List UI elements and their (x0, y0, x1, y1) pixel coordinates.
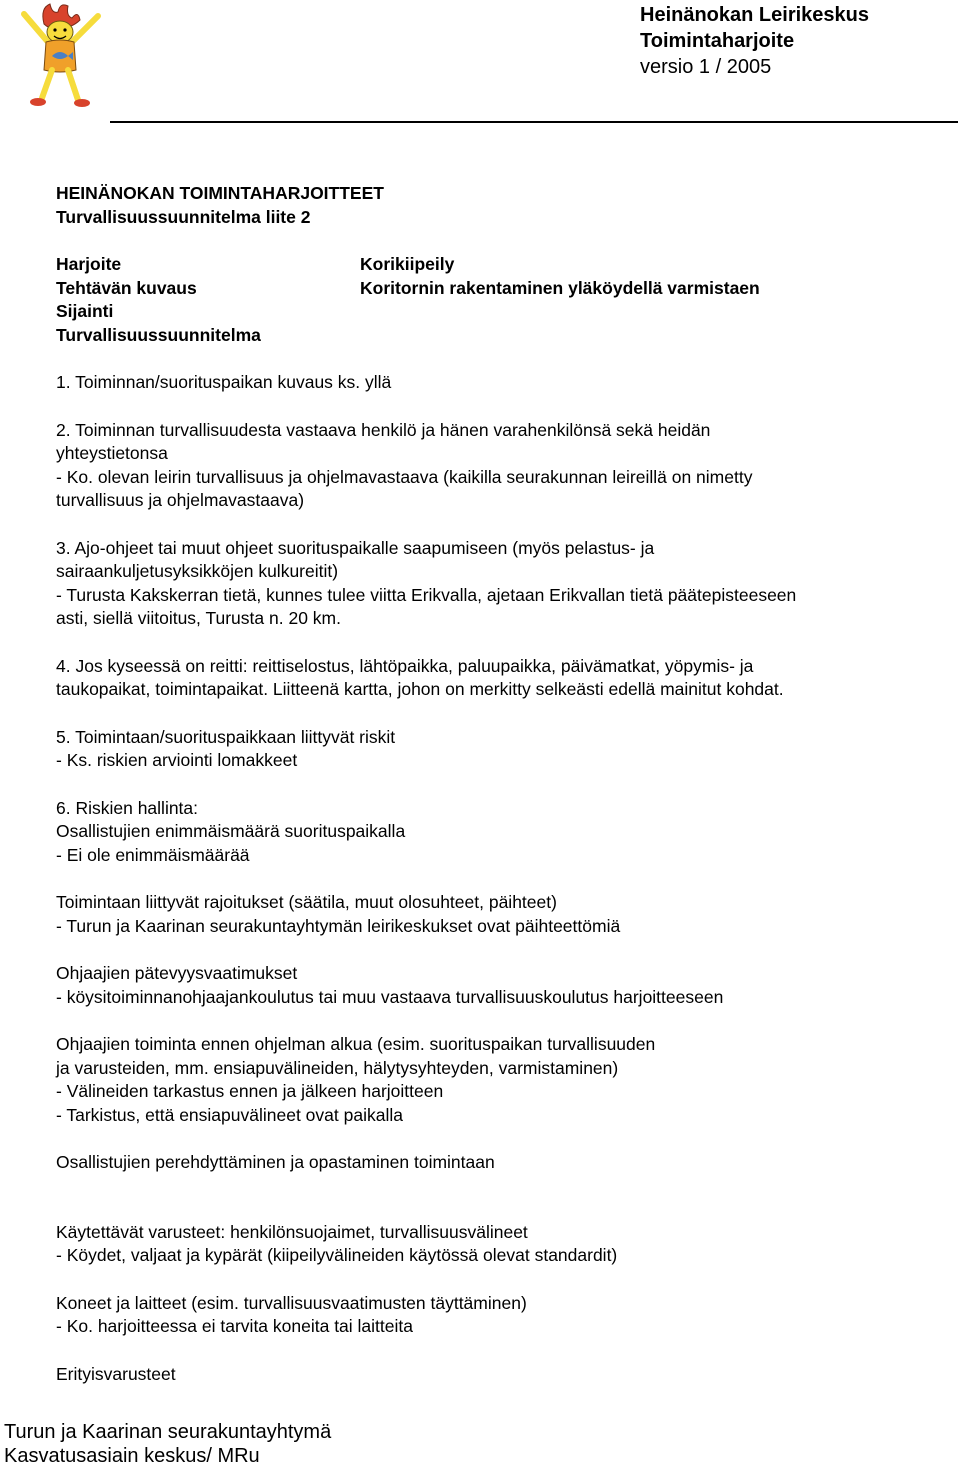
section-6-heading: 6. Riskien hallinta: (56, 797, 199, 818)
qualifications-answer: - köysitoiminnanohjaajankoulutus tai muu vastaava turvallisuuskoulutus harjoitteeseen (56, 986, 724, 1007)
field-row (56, 324, 936, 348)
org-name: Heinänokan Leirikeskus (640, 4, 869, 26)
footer-org: Turun ja Kaarinan seurakuntayhtymä (4, 1421, 332, 1443)
pre-activity-answer-2: - Tarkistus, että ensiapuvälineet ovat paikalla (56, 1104, 403, 1125)
qualifications-label: Ohjaajien pätevyysvaatimukset (56, 963, 298, 983)
pre-activity-label-cont: ja varusteiden, mm. ensiapuvälineiden, hälytysyhteyden, varmistaminen) (56, 1057, 619, 1078)
footer-dept: Kasvatusasiain keskus/ MRu (4, 1445, 260, 1467)
section-3-answer: - Turusta Kakskerran tietä, kunnes tulee viitta Erikvalla, ajetaan Erikvallan tietä päätepisteeseen (56, 584, 797, 605)
doc-version: versio 1 / 2005 (640, 56, 772, 78)
pre-activity-answer-1: - Välineiden tarkastus ennen ja jälkeen harjoitteen (56, 1081, 444, 1101)
field-label: Harjoite (56, 254, 122, 274)
equipment-label: Käytettävät varusteet: henkilönsuojaimet, turvallisuusvälineet (56, 1221, 528, 1242)
section-4-heading-cont: taukopaikat, toimintapaikat. Liitteenä kartta, johon on merkitty selkeästi edellä mainitut kohdat. (56, 679, 784, 699)
field-row (56, 253, 936, 277)
section-2-answer: - Ko. olevan leirin turvallisuus ja ohjelmavastaava (kaikilla seurakunnan leireillä on nimetty (56, 466, 753, 487)
field-value: Koritornin rakentaminen yläköydellä varmistaen (360, 277, 760, 298)
machines-label: Koneet ja laitteet (esim. turvallisuusvaatimusten täyttäminen) (56, 1292, 527, 1313)
field-label: Sijainti (56, 301, 114, 321)
equipment-answer: - Köydet, valjaat ja kypärät (kiipeilyvälineiden käytössä olevat standardit) (56, 1245, 618, 1265)
field-label: Tehtävän kuvaus (56, 277, 197, 298)
section-2-heading-cont: yhteystietonsa (56, 443, 168, 463)
section-1: 1. Toiminnan/suorituspaikan kuvaus ks. yllä (56, 372, 392, 392)
field-value: Korikiipeily (360, 254, 455, 274)
camp-mascot-logo (14, 2, 106, 108)
section-5-heading: 5. Toimintaan/suorituspaikkaan liittyvät riskit (56, 726, 396, 747)
doc-subtitle: Turvallisuussuunnitelma liite 2 (56, 206, 311, 227)
section-2-heading: 2. Toiminnan turvallisuudesta vastaava henkilö ja hänen varahenkilönsä sekä heidän (56, 419, 711, 440)
field-row (56, 300, 936, 324)
doc-type: Toimintaharjoite (640, 30, 795, 52)
section-3-heading-cont: sairaankuljetusyksikköjen kulkureitit) (56, 561, 339, 581)
participant-limit-answer: - Ei ole enimmäismäärää (56, 844, 250, 865)
restrictions-label: Toimintaan liittyvät rajoitukset (säätila, muut olosuhteet, päihteet) (56, 892, 557, 912)
section-5-answer: - Ks. riskien arviointi lomakkeet (56, 750, 298, 770)
participant-limit-label: Osallistujien enimmäismäärä suorituspaikalla (56, 821, 406, 841)
document-header (640, 2, 869, 80)
section-4-heading: 4. Jos kyseessä on reitti: reittiselostus, lähtöpaikka, paluupaikka, päivämatkat, yöpymis- ja (56, 655, 754, 676)
section-3-heading: 3. Ajo-ohjeet tai muut ohjeet suorituspaikalle saapumiseen (myös pelastus- ja (56, 537, 655, 558)
document-footer (4, 1420, 331, 1468)
document-body (56, 182, 936, 1386)
restrictions-answer: - Turun ja Kaarinan seurakuntayhtymän leirikeskukset ovat päihteettömiä (56, 915, 621, 936)
pre-activity-label: Ohjaajien toiminta ennen ohjelman alkua (esim. suorituspaikan turvallisuuden (56, 1034, 656, 1054)
section-3-answer-cont: asti, siellä viitoitus, Turusta n. 20 km. (56, 608, 341, 628)
special-equipment-label: Erityisvarusteet (56, 1363, 176, 1384)
field-label: Turvallisuussuunnitelma (56, 324, 261, 345)
orientation-label: Osallistujien perehdyttäminen ja opastaminen toimintaan (56, 1152, 495, 1172)
section-2-answer-cont: turvallisuus ja ohjelmavastaava) (56, 490, 305, 510)
header-divider (110, 121, 958, 123)
doc-title: HEINÄNOKAN TOIMINTAHARJOITTEET (56, 183, 384, 203)
field-row (56, 277, 936, 301)
machines-answer: - Ko. harjoitteessa ei tarvita koneita tai laitteita (56, 1316, 413, 1336)
